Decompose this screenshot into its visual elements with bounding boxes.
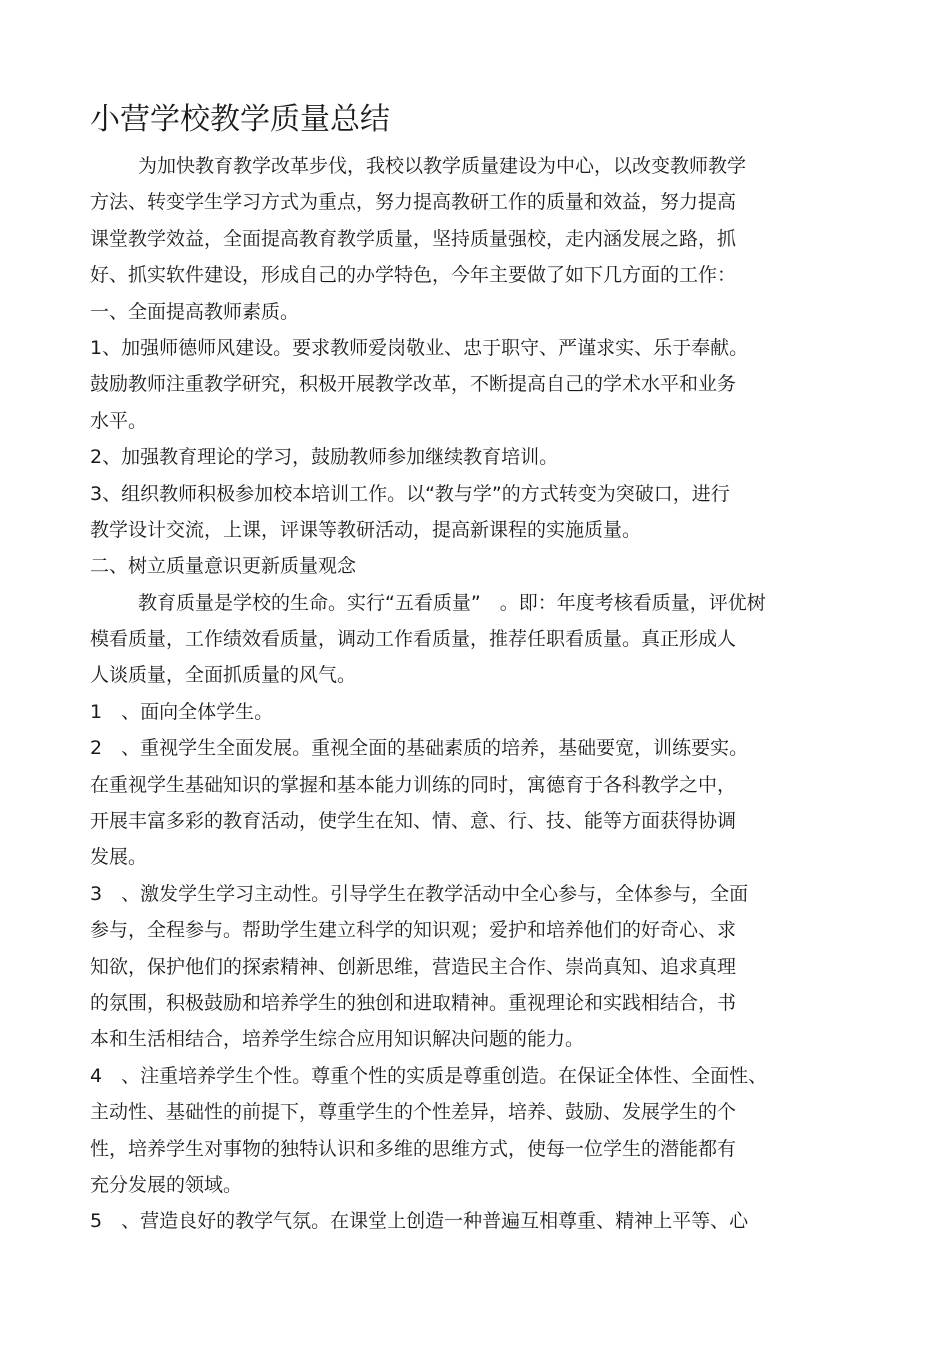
text-line: 教育质量是学校的生命。实行“五看质量” 。即：年度考核看质量，评优树 xyxy=(138,591,766,614)
text-line: 5 、营造良好的教学气氛。在课堂上创造一种普遍互相尊重、精神上平等、心 xyxy=(90,1210,749,1233)
text-line: 参与，全程参与。帮助学生建立科学的知识观；爱护和培养他们的好奇心、求 xyxy=(90,919,737,942)
text-line: 4 、注重培养学生个性。尊重个性的实质是尊重创造。在保证全体性、全面性、 xyxy=(90,1064,768,1087)
text-line: 鼓励教师注重教学研究，积极开展教学改革，不断提高自己的学术水平和业务 xyxy=(90,373,737,396)
text-line: 的氛围，积极鼓励和培养学生的独创和进取精神。重视理论和实践相结合，书 xyxy=(90,991,737,1014)
section-heading: 一、全面提高教师素质。 xyxy=(90,300,300,323)
text-line: 充分发展的领域。 xyxy=(90,1173,243,1196)
text-line: 性，培养学生对事物的独特认识和多维的思维方式，使每一位学生的潜能都有 xyxy=(90,1137,737,1160)
text-line: 为加快教育教学改革步伐，我校以教学质量建设为中心，以改变教师教学 xyxy=(138,155,747,177)
text-line: 教学设计交流，上课，评课等教研活动，提高新课程的实施质量。 xyxy=(90,518,642,541)
section-heading: 二、树立质量意识更新质量观念 xyxy=(90,555,357,578)
text-line: 好、抓实软件建设，形成自己的办学特色，今年主要做了如下几方面的工作： xyxy=(90,264,737,287)
text-line: 开展丰富多彩的教育活动，使学生在知、情、意、行、技、能等方面获得协调 xyxy=(90,810,737,833)
text-line: 知欲，保护他们的探索精神、创新思维，营造民主合作、崇尚真知、追求真理 xyxy=(90,955,737,978)
text-line: 3、组织教师积极参加校本培训工作。以“教与学”的方式转变为突破口，进行 xyxy=(90,482,730,505)
text-line: 3 、激发学生学习主动性。引导学生在教学活动中全心参与，全体参与，全面 xyxy=(90,882,749,905)
text-line: 课堂教学效益，全面提高教育教学质量，坚持质量强校，走内涵发展之路，抓 xyxy=(90,227,737,250)
text-line: 主动性、基础性的前提下，尊重学生的个性差异，培养、鼓励、发展学生的个 xyxy=(90,1101,737,1124)
document-title: 小营学校教学质量总结 xyxy=(90,102,390,137)
text-line: 发展。 xyxy=(90,846,148,869)
text-line: 本和生活相结合，培养学生综合应用知识解决问题的能力。 xyxy=(90,1028,585,1051)
text-line: 模看质量，工作绩效看质量，调动工作看质量，推荐任职看质量。真正形成人 xyxy=(90,628,737,651)
document-body xyxy=(90,148,850,1240)
text-line: 2 、重视学生全面发展。重视全面的基础素质的培养，基础要宽，训练要实。 xyxy=(90,737,749,760)
text-line: 1、加强师德师风建设。要求教师爱岗敬业、忠于职守、严谨求实、乐于奉献。 xyxy=(90,336,749,359)
text-line: 在重视学生基础知识的掌握和基本能力训练的同时，寓德育于各科教学之中， xyxy=(90,773,737,796)
text-line: 方法、转变学生学习方式为重点，努力提高教研工作的质量和效益，努力提高 xyxy=(90,191,737,214)
text-line: 水平。 xyxy=(90,409,148,432)
text-line: 1 、面向全体学生。 xyxy=(90,700,274,723)
text-line: 人谈质量，全面抓质量的风气。 xyxy=(90,664,357,687)
text-line: 2、加强教育理论的学习，鼓励教师参加继续教育培训。 xyxy=(90,446,559,469)
